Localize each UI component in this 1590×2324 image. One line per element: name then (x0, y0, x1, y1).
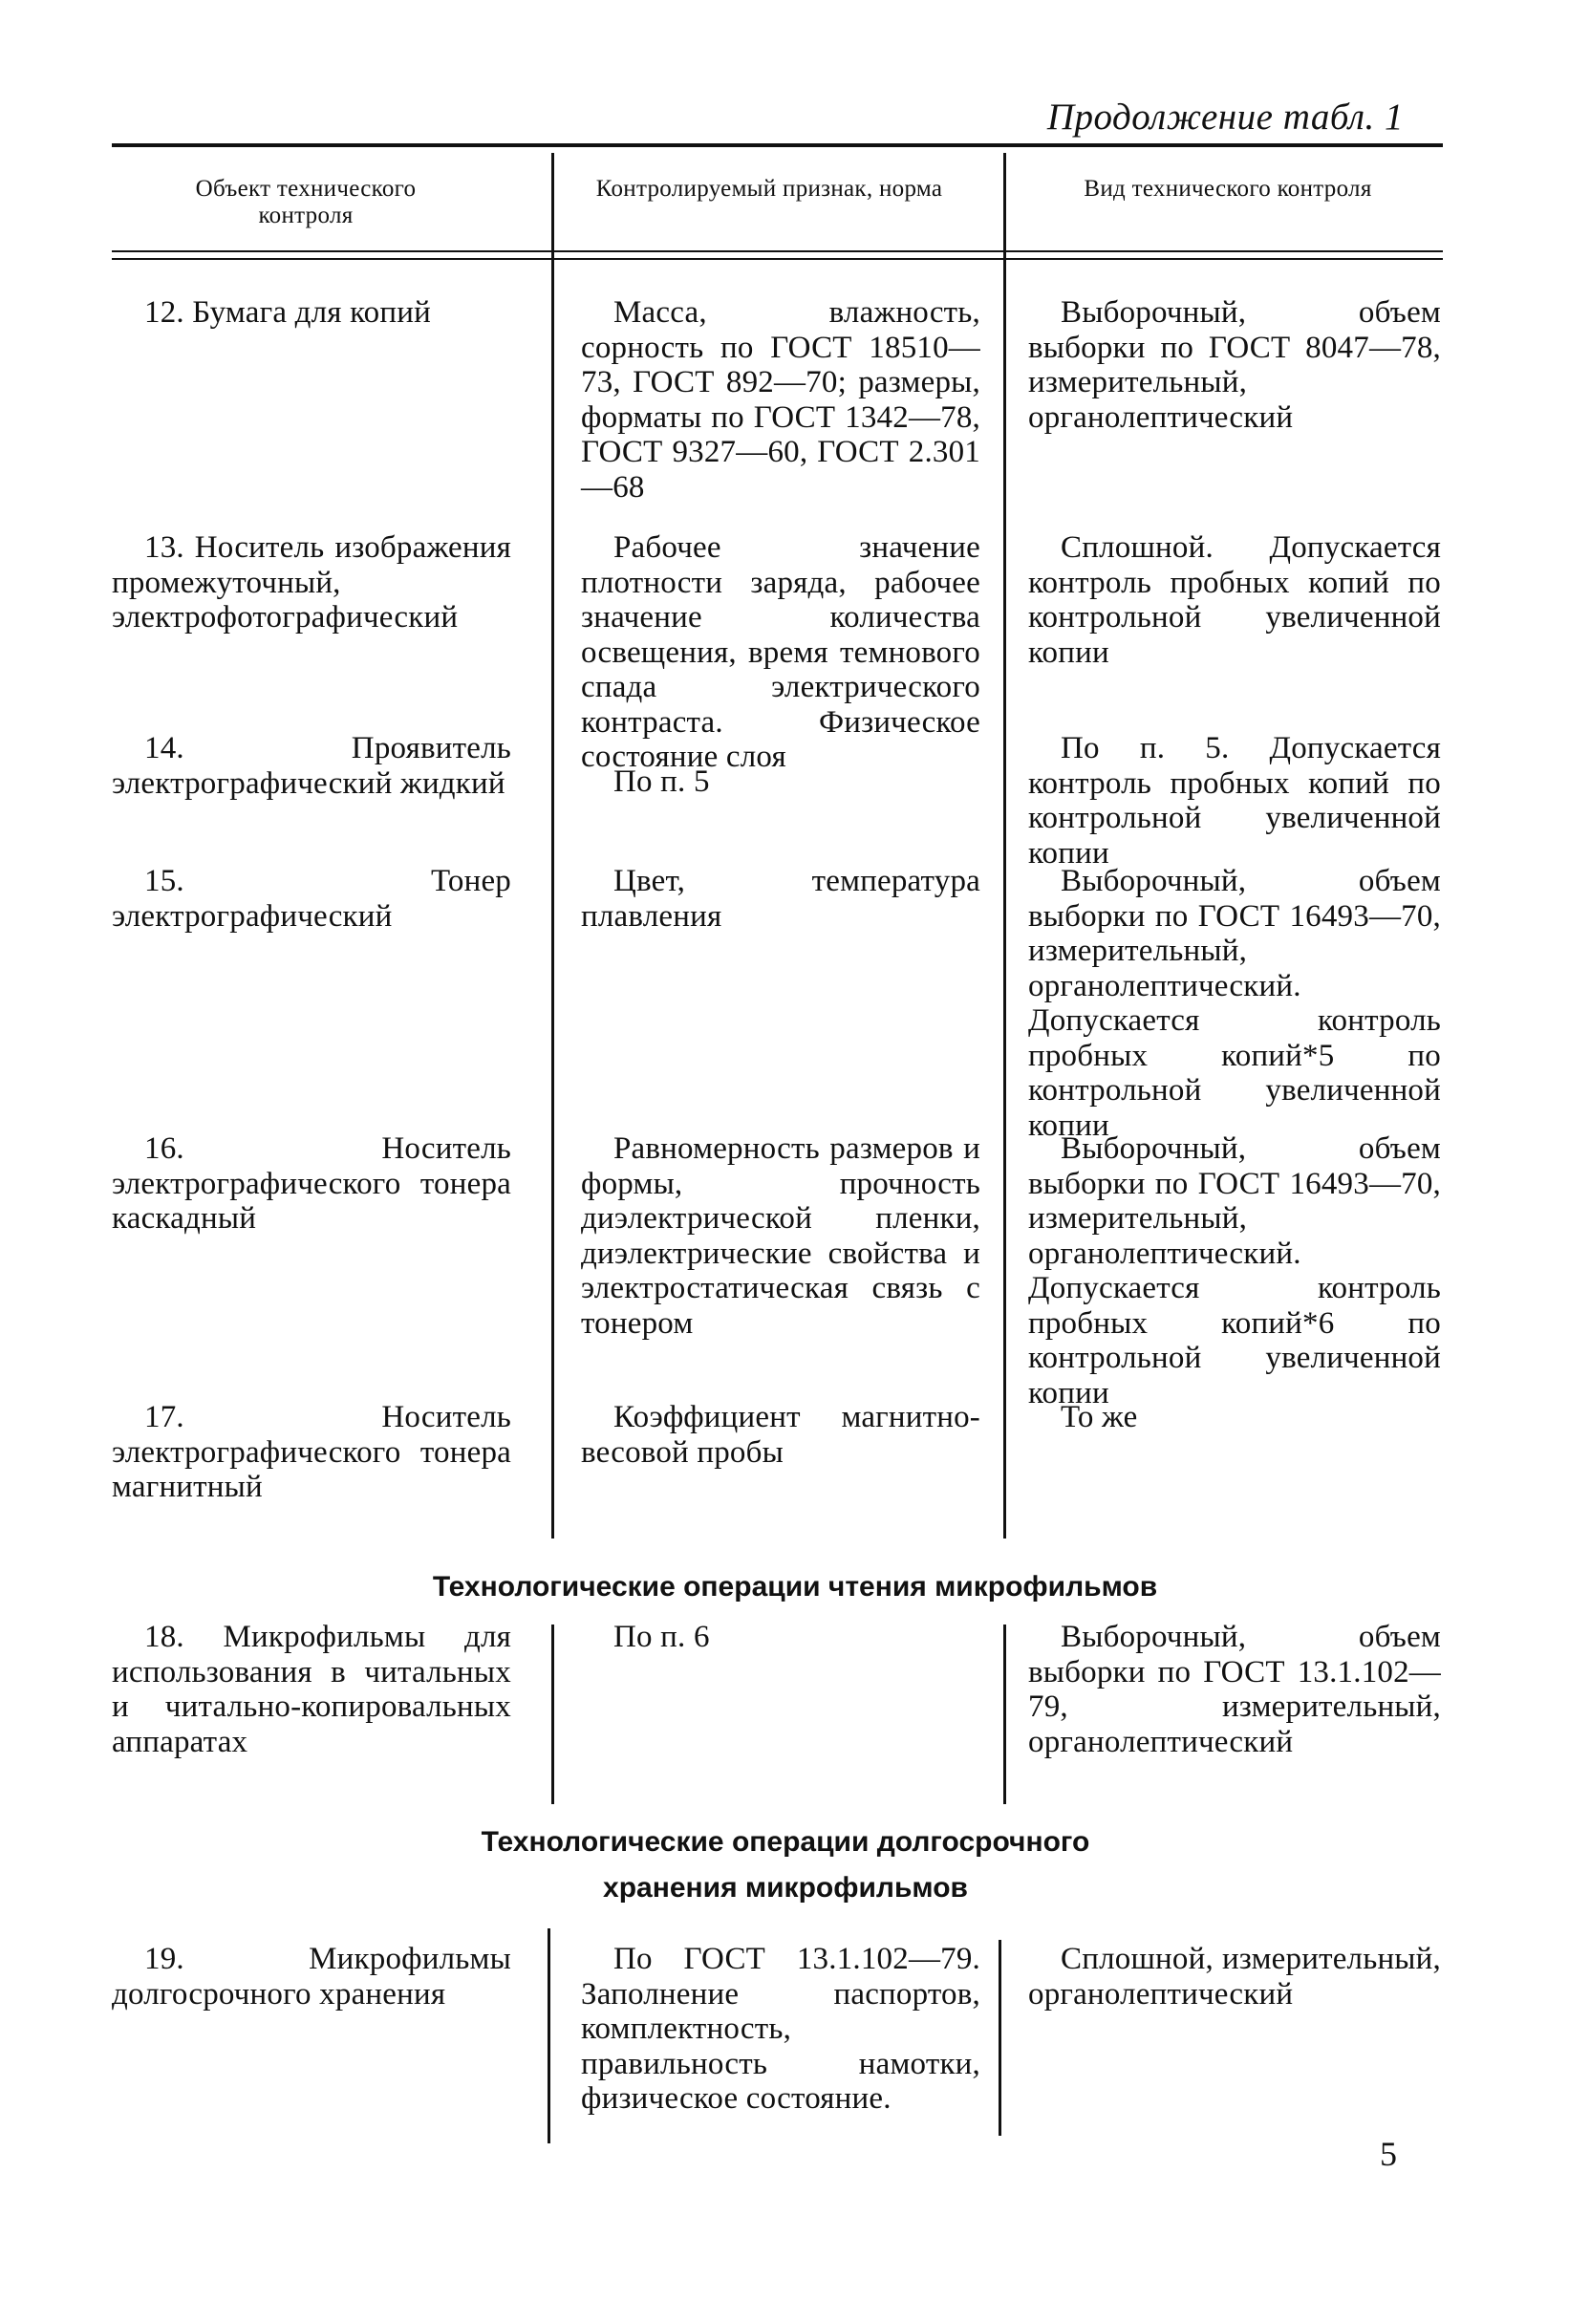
cell-control-type: То же (1061, 1400, 1138, 1434)
column-header-object: Объект технического контроля (195, 176, 417, 228)
cell-property: По п. 6 (613, 1620, 710, 1654)
cell-control-type: Выборочный, объем выборки по ГОСТ 16493—70, измерительный, органолептический. Допускается контроль пробных копий*6 по контрольной увеличенной копии (1028, 1131, 1441, 1410)
page-number: 5 (1380, 2135, 1397, 2173)
cell-property: По ГОСТ 13.1.102—79. Заполнение паспортов, комплектность, правильность намотки, физическое состояние. (581, 1942, 980, 2116)
cell-object: 19. Микрофильмы долгосрочного хранения (112, 1942, 511, 2012)
table-continuation-label: Продолжение табл. 1 (1046, 97, 1404, 138)
section-heading-storage-line2: хранения микрофильмов (603, 1872, 968, 1904)
cell-control-type: Сплошной. Допускается контроль пробных копий по контрольной увеличенной копии (1028, 530, 1441, 670)
cell-control-type: Сплошной, измерительный, органолептический (1028, 1942, 1441, 2012)
cell-object: 15. Тонер электрографический (112, 864, 511, 934)
cell-object: 16. Носитель электрографического тонера каскадный (112, 1131, 511, 1236)
column-divider-1-c (548, 1928, 550, 2143)
cell-object: 12. Бумага для копий (144, 295, 431, 330)
table-top-rule (112, 143, 1443, 147)
column-header-control-type: Вид технического контроля (1084, 176, 1372, 202)
column-divider-1 (551, 153, 554, 1539)
cell-control-type: Выборочный, объем выборки по ГОСТ 13.1.102—79, измерительный, органолептический (1028, 1620, 1441, 1759)
column-divider-2 (1003, 153, 1006, 1539)
cell-property: Коэффициент магнитно-весовой пробы (581, 1400, 980, 1470)
cell-property: Масса, влажность, сорность по ГОСТ 18510—73, ГОСТ 892—70; размеры, форматы по ГОСТ 1342—78, ГОСТ 9327—60, ГОСТ 2.301—68 (581, 295, 980, 505)
cell-control-type: Выборочный, объем выборки по ГОСТ 8047—78, измерительный, органолептический (1028, 295, 1441, 435)
cell-object: 14. Проявитель электрографический жидкий (112, 731, 511, 801)
column-divider-2-b (1003, 1625, 1006, 1804)
cell-property: Равномерность размеров и формы, прочность диэлектрической пленки, диэлектрические свойства и электростатическая связь с тонером (581, 1131, 980, 1341)
cell-control-type: Выборочный, объем выборки по ГОСТ 16493—70, измерительный, органолептический. Допускается контроль пробных копий*5 по контрольной увеличенной копии (1028, 864, 1441, 1143)
cell-property: Рабочее значение плотности заряда, рабочее значение количества освещения, время темнового спада электрического контраста. Физическое состояние слоя (581, 530, 980, 774)
column-divider-2-c (999, 1940, 1001, 2136)
cell-property: По п. 5 (613, 764, 710, 799)
cell-object: 13. Носитель изображения промежуточный, электрофотографический (112, 530, 511, 635)
header-bottom-rule (112, 250, 1443, 252)
column-header-property: Контролируемый признак, норма (595, 176, 943, 202)
column-divider-1-b (551, 1625, 554, 1804)
section-heading-storage-line1: Технологические операции долгосрочного (481, 1826, 1090, 1858)
cell-property: Цвет, температура плавления (581, 864, 980, 934)
header-bottom-rule-double (112, 258, 1443, 260)
cell-object: 17. Носитель электрографического тонера магнитный (112, 1400, 511, 1504)
section-heading-reading: Технологические операции чтения микрофильмов (432, 1571, 1158, 1603)
cell-object: 18. Микрофильмы для использования в читальных и читально-копировальных аппаратах (112, 1620, 511, 1759)
cell-control-type: По п. 5. Допускается контроль пробных копий по контрольной увеличенной копии (1028, 731, 1441, 871)
